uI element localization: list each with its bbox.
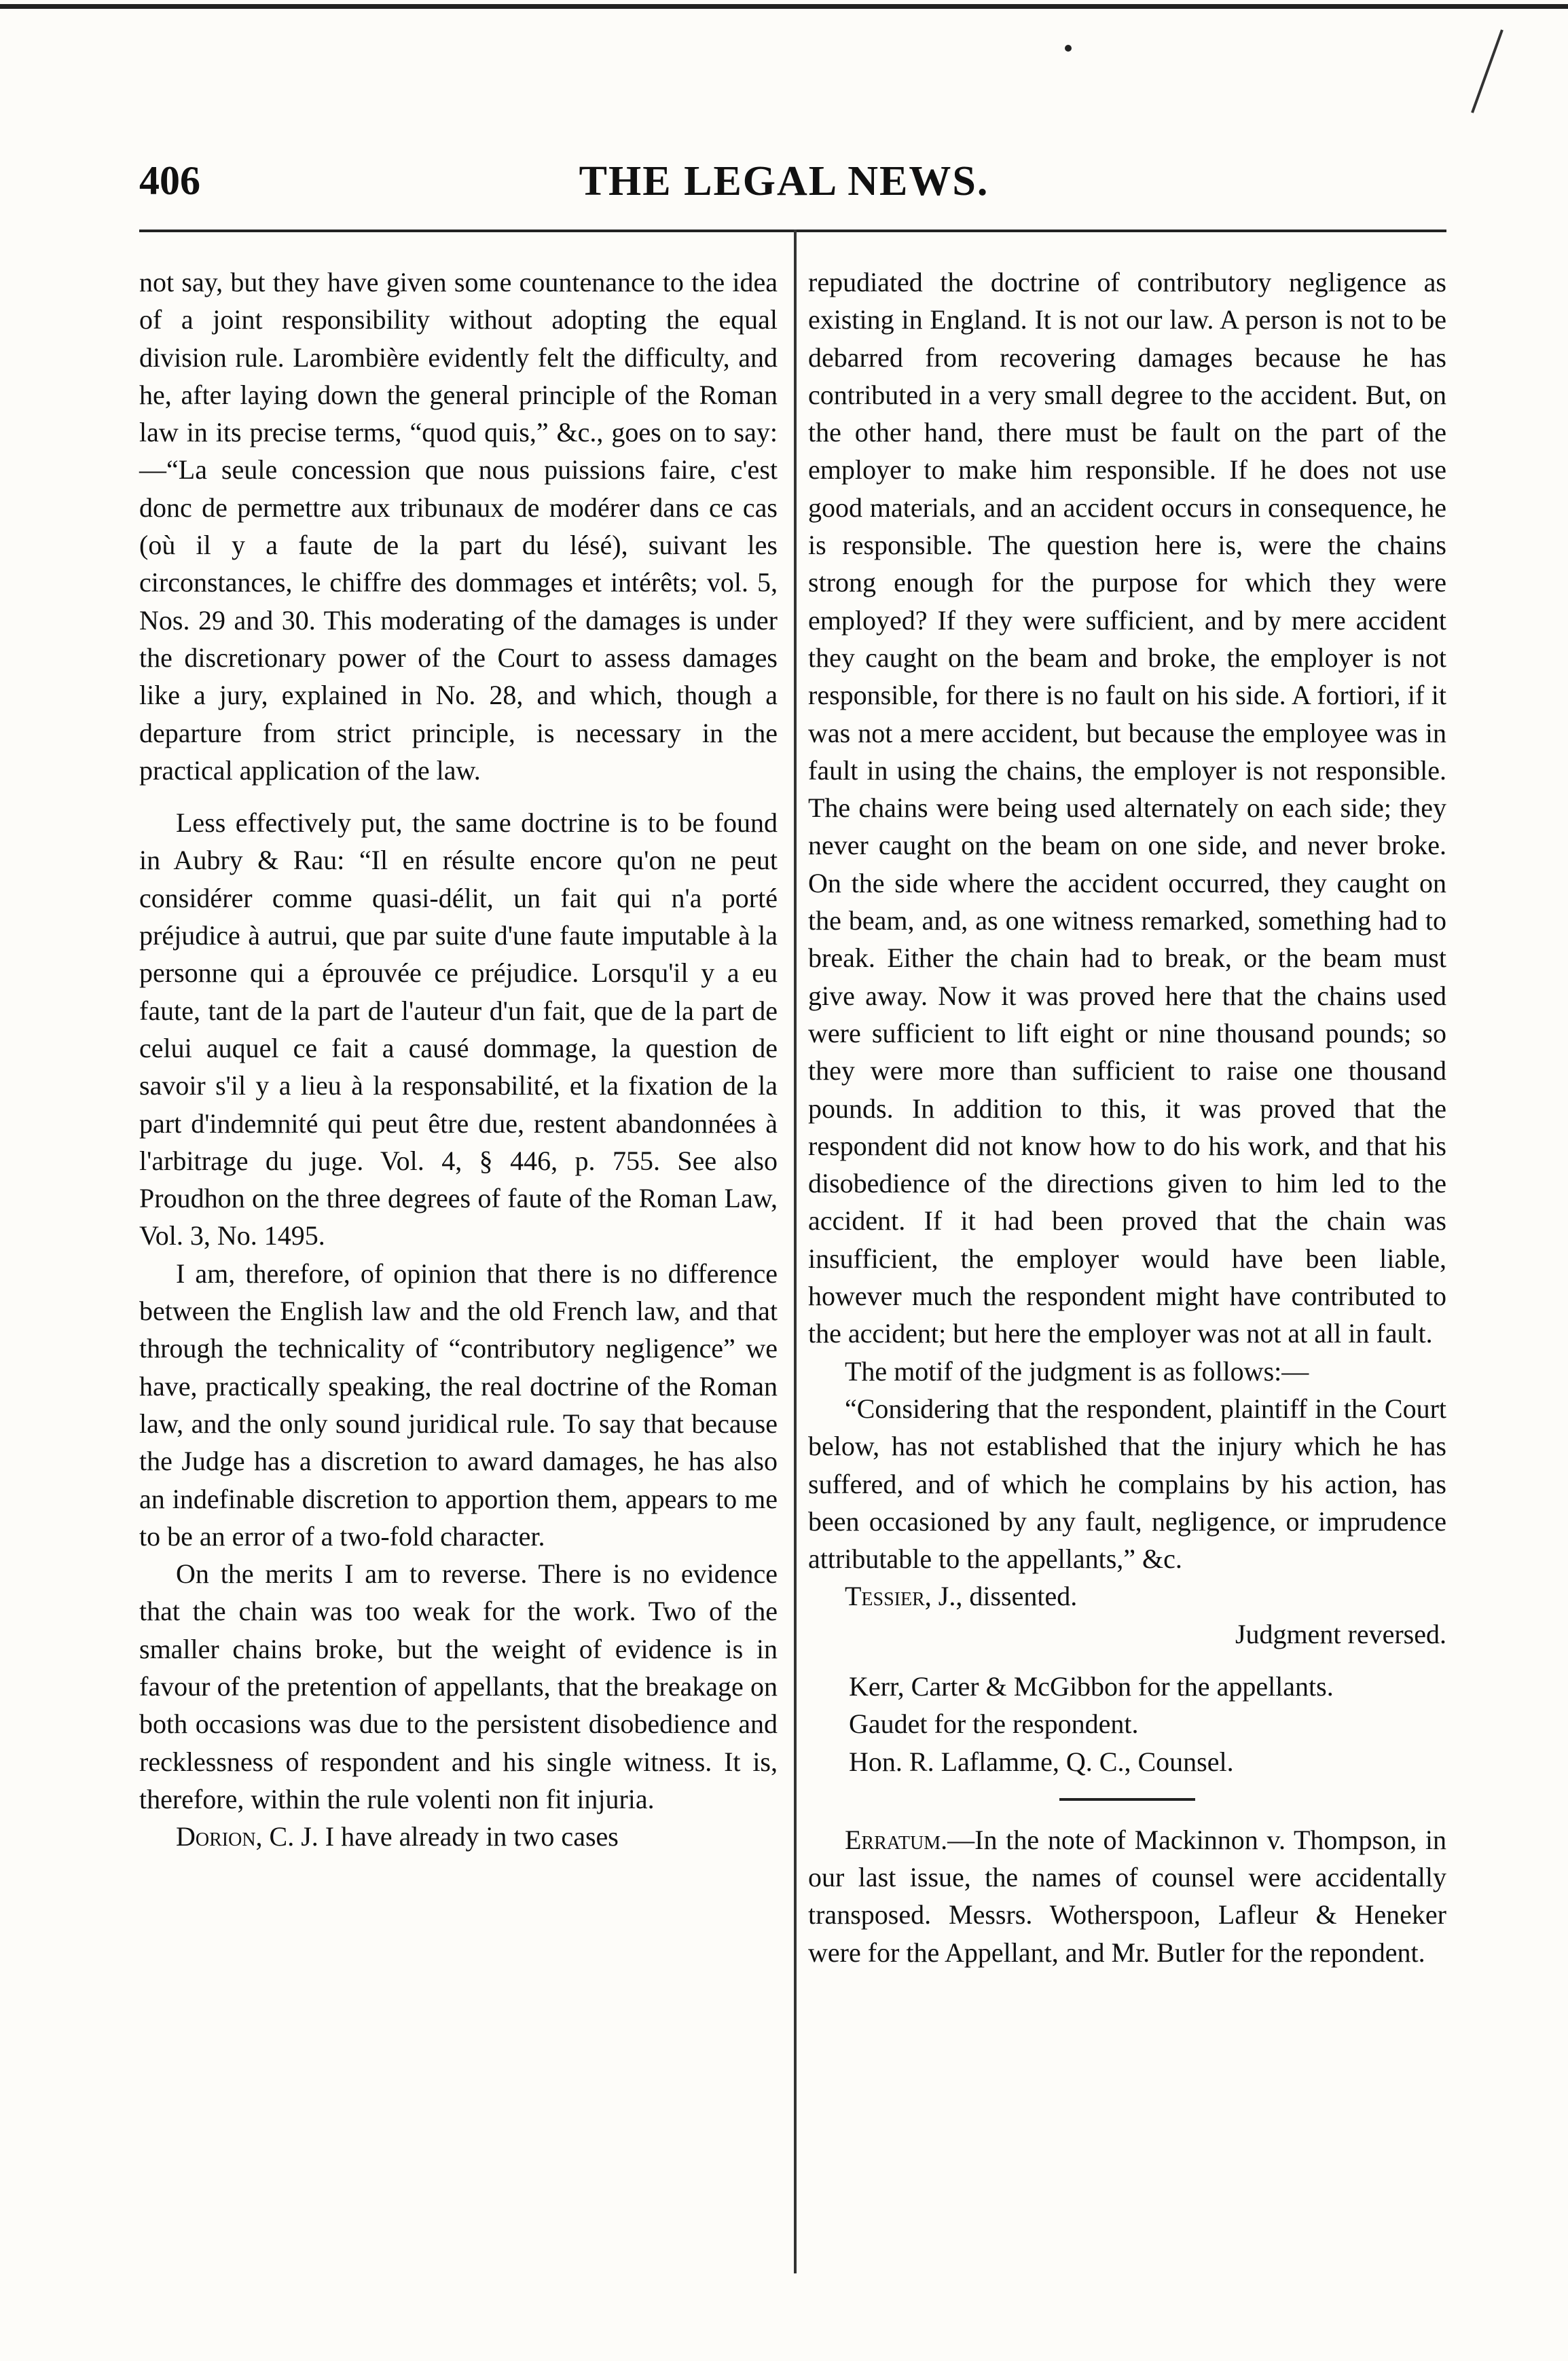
section-rule — [1059, 1798, 1195, 1801]
counsel-appellants: Kerr, Carter & McGibbon for the appellants. — [849, 1670, 1334, 1702]
pencil-slash-mark — [1467, 27, 1508, 115]
left-paragraph-1: not say, but they have given some countenance to the idea of a joint responsibility without adopting the equal division rule. Larombière evidently felt the difficulty, and he, after laying down the general principle of the Roman law in its precise terms, “quod quis,” &c., goes on to say:—“La seule concession que nous puissions faire, c'est donc de permettre aux tribunaux de modérer dans ce cas (où il y a faute de la part du lésé), suivant les circonstances, le chiffre des dommages et intérêts; vol. 5, Nos. 29 and 30. This moderating of the damages is under the discretionary power of the Court to assess damages like a jury, explained in No. 28, and which, though a departure from strict principle, is necessary in the practical application of the law. — [139, 267, 778, 786]
motif-intro: The motif of the judgment is as follows:— — [845, 1355, 1309, 1387]
left-paragraph-3: I am, therefore, of opinion that there is no difference between the English law and the old French law, and that through the technicality of “contributory negligence” we have, practically speaking, the real doctrine of the Roman law, and the only sound juridical rule. To say that because the Judge has a discretion to award damages, he has also an indefinable discretion to apportion them, appears to me to be an error of a two-fold character. — [139, 1258, 778, 1552]
header-rule — [139, 230, 1446, 232]
left-paragraph-5 — [139, 1818, 778, 1855]
page-number: 406 — [139, 158, 200, 203]
counsel-counsel: Hon. R. Laflamme, Q. C., Counsel. — [849, 1746, 1234, 1777]
verdict: Judgment reversed. — [1235, 1618, 1446, 1649]
left-paragraph-2: Less effectively put, the same doctrine is to be found in Aubry & Rau: “Il en résulte encore qu'on ne peut considérer comme quasi-délit, un fait qui n'a porté préjudice à autrui, que par suite d'une faute imputable à la personne qui a éprouvée ce préjudice. Lorsqu'il y a eu faute, tant de la part de l'auteur d'un fait, que de la part de celui auquel ce fait a causé dommage, la question de savoir s'il y a lieu à la responsabilité, et la fixation de la part d'indemnité qui peut être due, restent abandonnées à l'arbitrage du juge. Vol. 4, § 446, p. 755. See also Proudhon on the three degrees of faute of the Roman Law, Vol. 3, No. 1495. — [139, 807, 778, 1251]
counsel-respondent: Gaudet for the respondent. — [849, 1708, 1139, 1740]
judge-name-dorion: Dorion, C. J. — [176, 1821, 318, 1852]
judge-name-tessier: Tessier, J. — [845, 1581, 956, 1612]
journal-title: THE LEGAL NEWS. — [579, 158, 989, 204]
erratum-text: —In the note of Mackinnon v. Thompson, in our last issue, the names of counsel were accidentally transposed. Messrs. Wotherspoon, Lafleur & Heneker were for the Appellant, and Mr. Butler for the repondent. — [808, 1824, 1446, 1968]
column-divider — [794, 230, 797, 2273]
right-paragraph-1: repudiated the doctrine of contributory negligence as existing in England. It is not our law. A person is not to be debarred from recovering damages because he has contributed in a very small degree to the accident. But, on the other hand, there must be fault on the part of the employer to make him responsible. If he does not use good materials, and an accident occurs in consequence, he is responsible. The question here is, were the chains strong enough for the purpose for which they were employed? If they were sufficient, and by mere accident they caught on the beam and broke, the employer is not responsible, for there is no fault on his side. A fortiori, if it was not a mere accident, but because the employee was in fault in using the chains, the employer is not responsible. The chains were being used alternately on each side; they never caught on the beam on one side, and never broke. On the side where the accident occurred, they caught on the beam, and, as one witness remarked, something had to break. Either the chain had to break, or the beam must give away. Now it was proved here that the chains used were sufficient to lift eight or nine thousand pounds; so they were more than sufficient to raise one thousand pounds. In addition to this, it was proved that the respondent did not know how to do his work, and that his disobedience of the directions given to him led to the accident. If it had been proved that the chain was insufficient, the employer would have been liable, however much the respondent might have contributed to the accident; but here the employer was not at all in fault. — [808, 267, 1446, 1349]
erratum-label: Erratum. — [845, 1824, 948, 1855]
top-border-rule — [0, 4, 1568, 9]
left-column — [139, 263, 778, 1855]
ink-dot — [1065, 45, 1072, 52]
left-paragraph-4: On the merits I am to reverse. There is no evidence that the chain was too weak for the work. Two of the smaller chains broke, but the weight of evidence is in favour of the pretention of appellants, that the breakage on both occasions was due to the persistent disobedience and recklessness of respondent and his single witness. It is, therefore, within the rule volenti non fit injuria. — [139, 1558, 778, 1814]
dissent-text: , dissented. — [955, 1581, 1078, 1612]
right-column — [808, 263, 1446, 1971]
dissent-line — [808, 1577, 1446, 1615]
dorion-opinion-start: I have already in two cases — [318, 1821, 619, 1852]
erratum-note — [808, 1821, 1446, 1971]
motif-text: “Considering that the respondent, plaintiff in the Court below, has not established that the injury which he has suffered, and of which he complains by his action, has been occasioned by any fault, negligence, or imprudence attributable to the appellants,” &c. — [808, 1393, 1446, 1575]
